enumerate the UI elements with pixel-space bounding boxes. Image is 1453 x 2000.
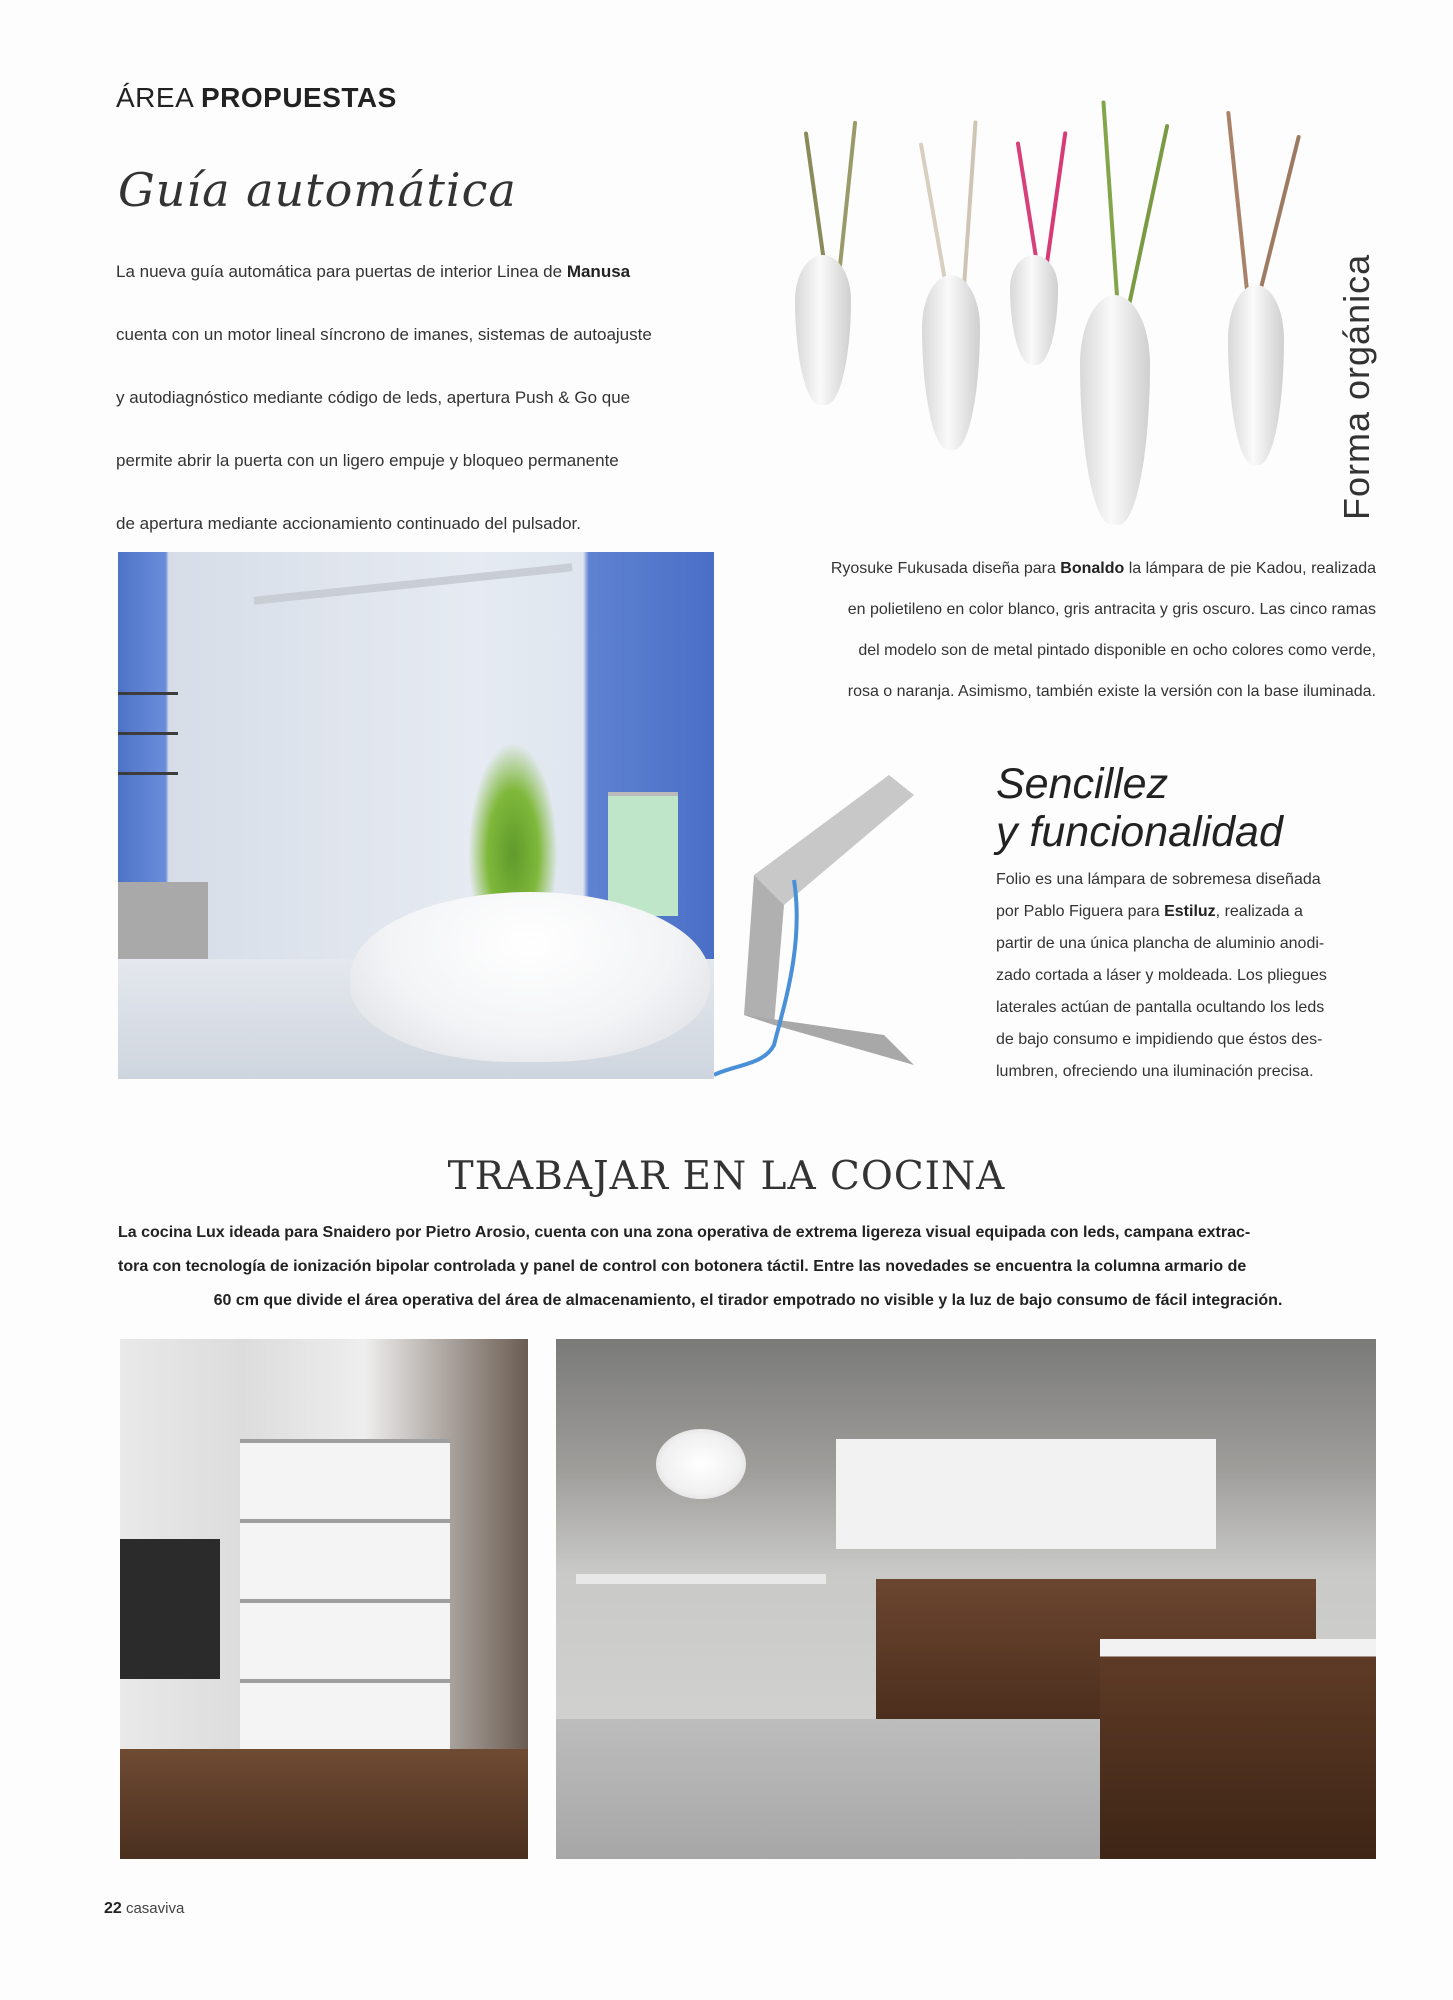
article-body-forma <box>740 548 1376 712</box>
table <box>576 1574 826 1584</box>
article-title-sencillez <box>996 760 1283 856</box>
oven <box>120 1539 220 1679</box>
body-line: laterales actúan de pantalla ocultando los leds <box>996 999 1325 1016</box>
kitchen-cabinet-photo <box>120 1339 528 1859</box>
lamp-stem <box>1044 131 1067 270</box>
vase-lamp <box>1228 285 1284 465</box>
lamp-stem <box>1226 111 1250 300</box>
pendant-lamp <box>656 1429 746 1499</box>
title-line: y funcionalidad <box>996 808 1283 856</box>
body-line: en polietileno en color blanco, gris antracita y gris oscuro. Las cinco ramas <box>847 601 1376 618</box>
vase-lamp <box>922 275 980 450</box>
title-line: Sencillez <box>996 760 1169 808</box>
kitchen-overview-photo <box>556 1339 1376 1859</box>
bathtub <box>350 892 710 1062</box>
body-line: del modelo son de metal pintado disponible en ocho colores como verde, <box>858 642 1376 659</box>
article-title-guia: Guía automática <box>118 163 517 217</box>
vase-lamp <box>1010 255 1058 365</box>
upper-cabinets <box>836 1439 1216 1549</box>
body-line: 60 cm que divide el área operativa del área de almacenamiento, el tirador empotrado no visible y la luz de bajo consumo de fácil integración. <box>213 1292 1283 1309</box>
article-body-sencillez <box>996 864 1376 1088</box>
lamp-stem <box>1126 124 1169 311</box>
lamp-head <box>754 775 914 905</box>
wall-shelves <box>118 692 178 812</box>
body-line: por Pablo Figuera para Estiluz, realizada a <box>996 903 1303 920</box>
body-line: tora con tecnología de ionización bipolar controlada y panel de control con botonera táctil. Entre las novedades se encuentra la columna armario de <box>118 1258 1247 1275</box>
magazine-name: casaviva <box>125 1900 185 1917</box>
article-title-forma: Forma orgánica <box>1336 253 1377 520</box>
lamp-stem <box>1101 100 1120 310</box>
section-label: ÁREA <box>116 82 193 113</box>
body-line: La cocina Lux ideada para Snaidero por Pietro Arosio, cuenta con una zona operativa de extrema ligereza visual equipada con leds, campana extrac- <box>118 1224 1251 1241</box>
article-heading-cocina: TRABAJAR EN LA COCINA <box>447 1154 1006 1199</box>
vase-lamp <box>1080 295 1150 525</box>
body-line: lumbren, ofreciendo una iluminación precisa. <box>996 1063 1314 1080</box>
folio-lamp-photo <box>714 765 924 1085</box>
body-line: de bajo consumo e impidiendo que éstos des- <box>996 1031 1323 1048</box>
body-line: de apertura mediante accionamiento continuado del pulsador. <box>116 514 581 533</box>
section-label-bold: PROPUESTAS <box>200 82 397 113</box>
body-line: Folio es una lámpara de sobremesa diseñada <box>996 871 1321 888</box>
body-line: Ryosuke Fukusada diseña para Bonaldo la lámpara de pie Kadou, realizada <box>830 560 1376 577</box>
body-line: rosa o naranja. Asimismo, también existe la versión con la base iluminada. <box>847 683 1376 700</box>
page-footer <box>104 1900 184 1918</box>
lamp-stem <box>1016 141 1040 270</box>
steel-cabinet <box>118 882 208 962</box>
door-rail <box>253 563 572 604</box>
article-body-cocina <box>118 1216 1378 1318</box>
kitchen-island <box>1100 1639 1376 1859</box>
kadou-lamps-photo <box>760 90 1320 530</box>
body-line: permite abrir la puerta con un ligero empuje y bloqueo permanente <box>116 451 619 470</box>
body-line: partir de una única plancha de aluminio anodi- <box>996 935 1325 952</box>
vase-lamp <box>795 255 851 405</box>
article-body-guia <box>116 240 716 555</box>
plant <box>468 742 558 902</box>
lamp-stem <box>836 121 857 286</box>
wood-base <box>120 1749 528 1859</box>
towel <box>608 792 678 916</box>
body-line: cuenta con un motor lineal síncrono de imanes, sistemas de autoajuste <box>116 325 652 344</box>
body-line: La nueva guía automática para puertas de interior Linea de Manusa <box>116 262 631 281</box>
page-number: 22 <box>104 1900 122 1917</box>
pull-out-shelves <box>240 1439 450 1759</box>
section-header <box>116 82 397 114</box>
bathroom-photo <box>118 552 714 1079</box>
lamp-base <box>744 1015 914 1065</box>
body-line: zado cortada a láser y moldeada. Los pliegues <box>996 967 1327 984</box>
body-line: y autodiagnóstico mediante código de leds, apertura Push & Go que <box>116 388 631 407</box>
lamp-stem <box>1256 135 1301 301</box>
